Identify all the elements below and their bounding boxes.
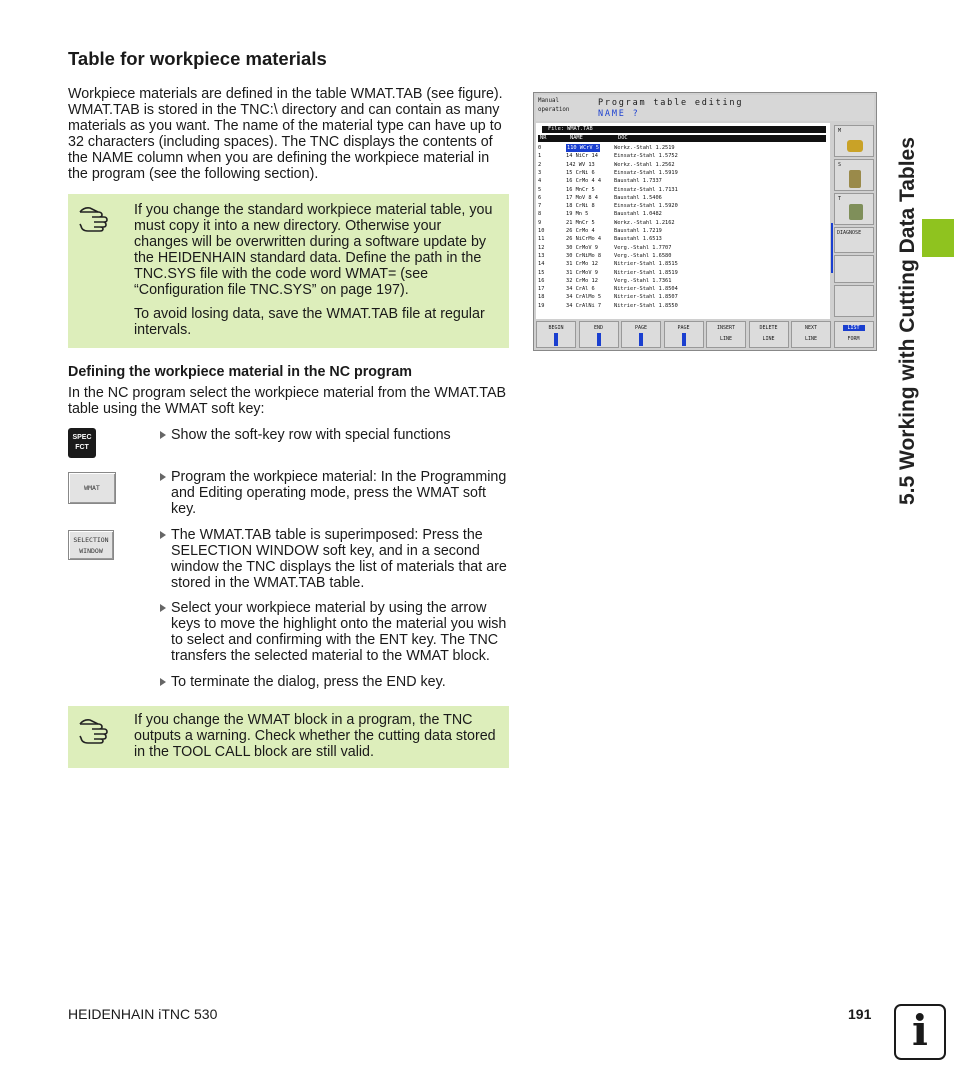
row-nr: 9 (538, 219, 542, 226)
row-name: 16 MnCr 5 (566, 186, 595, 193)
arrow-up-icon (554, 333, 558, 346)
wmat-softkey[interactable]: WMAT (68, 472, 116, 504)
row-nr: 4 (538, 178, 542, 185)
screen-softkey (791, 321, 831, 348)
row-name: 26 NiCrMo 4 (566, 236, 602, 243)
softkey-diagnose: DIAGNOSE (834, 227, 874, 253)
screen-softkey (664, 321, 704, 348)
row-doc: Baustahl 1.0482 (614, 211, 662, 218)
screen-softkey-line1: PAGE (634, 325, 648, 331)
step-1 (160, 427, 510, 443)
screen-softkey-line1: INSERT (716, 325, 736, 331)
page-number: 191 (848, 1006, 872, 1022)
step-5 (160, 674, 510, 690)
row-nr: 15 (538, 269, 545, 276)
sidebar-title-wrap (896, 137, 922, 506)
row-name: 31 CrMoV 9 (566, 269, 598, 276)
step-3 (160, 527, 510, 591)
row-doc: Nitrier-Stahl 1.8519 (614, 269, 678, 276)
step-1-text: Show the soft-key row with special functions (171, 427, 451, 443)
row-doc: Nitrier-Stahl 1.8515 (614, 261, 678, 268)
screen-softkey (834, 321, 874, 348)
row-doc: Werkz.-Stahl 1.2162 (614, 219, 675, 226)
step-4-text: Select your workpiece material by using the arrow keys to move the highlight onto the material you wish to select and confirming with the ENT key. The TNC transfers the selected material to the WMAT block. (171, 600, 507, 664)
screen-softkey-line1: END (593, 325, 604, 331)
row-doc: Nitrier-Stahl 1.8507 (614, 294, 678, 301)
pointing-hand-icon (78, 716, 112, 744)
row-name: 26 CrMo 4 (566, 228, 595, 234)
arrow-down-icon (682, 333, 686, 346)
row-name: 30 CrNiMo 8 (566, 252, 602, 259)
bullet-arrow-icon (160, 431, 166, 439)
screen-mode-line1: Manual (538, 98, 559, 104)
row-nr: 19 (538, 302, 545, 309)
row-doc: Einsatz-Stahl 1.5920 (614, 203, 678, 210)
info-icon-glyph: i (912, 1006, 928, 1055)
note-1-text-2: To avoid losing data, save the WMAT.TAB file at regular intervals. (134, 306, 485, 338)
screen-file-bar: File: WMAT.TAB (542, 126, 826, 133)
screen-softkey-line1: NEXT (804, 325, 818, 331)
screen-bottom-softkeys (536, 321, 874, 348)
note-box-2 (68, 706, 509, 768)
step-2-text: Program the workpiece material: In the Programming and Editing operating mode, press the WMAT soft key. (171, 469, 507, 517)
softkey-s: S (834, 159, 874, 191)
row-nr: 14 (538, 261, 545, 268)
tool-change-icon (849, 204, 863, 220)
row-doc: Baustahl 1.7219 (614, 228, 662, 234)
row-name: 14 NiCr 14 (566, 153, 598, 160)
row-nr: 11 (538, 236, 545, 243)
softkey-blank-2 (834, 285, 874, 317)
row-name: 19 Mn 5 (566, 211, 589, 218)
row-name: 31 CrMo 12 (566, 261, 598, 268)
row-nr: 6 (538, 194, 542, 201)
screen-softkey-line2: LINE (762, 336, 775, 342)
row-name: 34 CrAlNi 7 (566, 302, 602, 309)
softkey-blank-1 (834, 255, 874, 283)
row-name: 18 CrNi 8 (566, 203, 595, 210)
subintro-paragraph: In the NC program select the workpiece material from the WMAT.TAB table using the WMAT soft key: (68, 385, 507, 417)
row-doc: Baustahl 1.6513 (614, 236, 662, 243)
row-nr: 13 (538, 252, 545, 259)
screen-softkey (579, 321, 619, 348)
screen-softkey (621, 321, 661, 348)
screen-header-prompt: NAME ? (598, 109, 640, 119)
step-4 (160, 600, 510, 664)
sidebar-title: 5.5 Working with Cutting Data Tables (896, 137, 919, 505)
bullet-arrow-icon (160, 473, 166, 481)
row-nr: 2 (538, 161, 542, 168)
row-name: 16 CrMo 4 4 (566, 178, 602, 185)
row-doc: Nitrier-Stahl 1.8504 (614, 286, 678, 293)
row-doc: Werkz.-Stahl 1.2519 (614, 145, 675, 151)
screen-softkey-line1: LIST (843, 325, 865, 331)
screen-header-title: Program table editing (598, 98, 744, 108)
row-name: 15 CrNi 6 (566, 169, 595, 176)
screen-table-area (536, 123, 830, 319)
screen-softkey-line2: LINE (804, 336, 818, 342)
selection-window-line2: WINDOW (79, 547, 103, 555)
arrow-down-icon (597, 333, 601, 346)
footer-product: HEIDENHAIN iTNC 530 (68, 1006, 218, 1022)
bullet-arrow-icon (160, 678, 166, 686)
row-doc: Einsatz-Stahl 1.5752 (614, 153, 678, 160)
col-name: NAME (570, 135, 583, 141)
screen-softkey-line2: FORM (847, 336, 860, 342)
screen-softkey-line1: DELETE (759, 325, 778, 331)
row-doc: Verg.-Stahl 1.7361 (614, 277, 672, 284)
bullet-arrow-icon (160, 531, 166, 539)
row-nr: 5 (538, 186, 542, 193)
row-name: 142 WV 13 (566, 161, 595, 168)
note-1-text-1: If you change the standard workpiece material table, you must copy it into a new directory. Otherwise your changes will be overwritten during a software update by the HEIDENHAIN standard data. Define the path in the TNC.SYS file with the code word WMAT= (see “Configuration file TNC.SYS” on page 197). (134, 202, 493, 298)
softkey-t: T (834, 193, 874, 225)
row-nr: 17 (538, 286, 545, 293)
screen-softkey-line1: PAGE (677, 325, 690, 331)
selection-window-line1: SELECTION (73, 536, 109, 544)
row-nr: 18 (538, 294, 545, 301)
intro-paragraph: Workpiece materials are defined in the table WMAT.TAB (see figure). WMAT.TAB is stored in the TNC:\ directory and can contain as many materials as you want. The name of the material type can have up to 32 characters (including spaces). The TNC displays the contents of the NAME column when you are defining the workpiece material in the program (see the following section). (68, 86, 503, 182)
row-name: 32 CrMo 12 (566, 277, 598, 284)
row-doc: Baustahl 1.5406 (614, 194, 662, 201)
note-box-1 (68, 194, 509, 348)
tnc-screen-figure (533, 92, 877, 351)
row-name: 110 WCrV 5 (567, 145, 599, 151)
screen-softkey-line1: BEGIN (548, 325, 564, 331)
row-doc: Einsatz-Stahl 1.5919 (614, 169, 678, 176)
section-title: Table for workpiece materials (68, 48, 327, 69)
info-icon (894, 1004, 946, 1060)
row-nr: 0 (538, 145, 542, 151)
row-name: 34 CrAlMo 5 (566, 294, 602, 301)
bullet-arrow-icon (160, 604, 166, 612)
row-nr: 7 (538, 203, 542, 210)
screen-right-softkeys (832, 123, 874, 319)
step-3-text: The WMAT.TAB table is superimposed: Press the SELECTION WINDOW soft key, and in a second window the TNC displays the list of materials that are stored in the WMAT.TAB table. (171, 527, 507, 591)
screen-softkey (536, 321, 576, 348)
row-doc: Verg.-Stahl 1.7707 (614, 244, 672, 251)
tool-icon (849, 170, 861, 188)
spec-fct-key-line2: FCT (75, 444, 89, 451)
row-name: 34 CrAl 6 (566, 286, 595, 293)
spec-fct-key-line1: SPEC (72, 434, 92, 441)
row-nr: 1 (538, 153, 542, 160)
screen-softkey (749, 321, 789, 348)
screen-softkey-line2: LINE (719, 336, 733, 342)
selection-window-softkey[interactable] (68, 530, 114, 560)
screen-softkey (706, 321, 746, 348)
row-name: 17 MoV 8 4 (566, 194, 598, 201)
row-nr: 12 (538, 244, 545, 251)
spec-fct-key[interactable] (68, 428, 96, 458)
row-name: 30 CrMoV 9 (566, 244, 598, 251)
softkey-m: M (834, 125, 874, 157)
pointing-hand-icon (78, 204, 112, 232)
arrow-up-icon (639, 333, 643, 346)
row-doc: Baustahl 1.7337 (614, 178, 662, 185)
row-nr: 3 (538, 169, 542, 176)
note-2-text: If you change the WMAT block in a program, the TNC outputs a warning. Check whether the cutting data stored in the TOOL CALL block are still valid. (134, 712, 496, 760)
row-nr: 16 (538, 277, 545, 284)
screen-mode-line2: operation (538, 107, 570, 113)
row-doc: Werkz.-Stahl 1.2562 (614, 161, 675, 168)
row-doc: Nitrier-Stahl 1.8550 (614, 302, 678, 309)
spindle-icon (847, 140, 863, 152)
row-doc: Verg.-Stahl 1.6580 (614, 252, 672, 259)
row-doc: Einsatz-Stahl 1.7131 (614, 186, 678, 193)
col-nr: NR (540, 135, 547, 141)
chapter-tab (922, 219, 954, 257)
row-nr: 8 (538, 211, 542, 218)
row-nr: 10 (538, 228, 545, 234)
step-5-text: To terminate the dialog, press the END key. (171, 674, 446, 690)
subheading: Defining the workpiece material in the NC program (68, 364, 412, 380)
screen-mode-label (536, 95, 594, 121)
screen-column-header (538, 135, 826, 142)
screen-header (594, 95, 874, 121)
step-2 (160, 469, 510, 517)
col-doc: DOC (618, 135, 628, 141)
row-name: 21 MnCr 5 (566, 219, 595, 226)
